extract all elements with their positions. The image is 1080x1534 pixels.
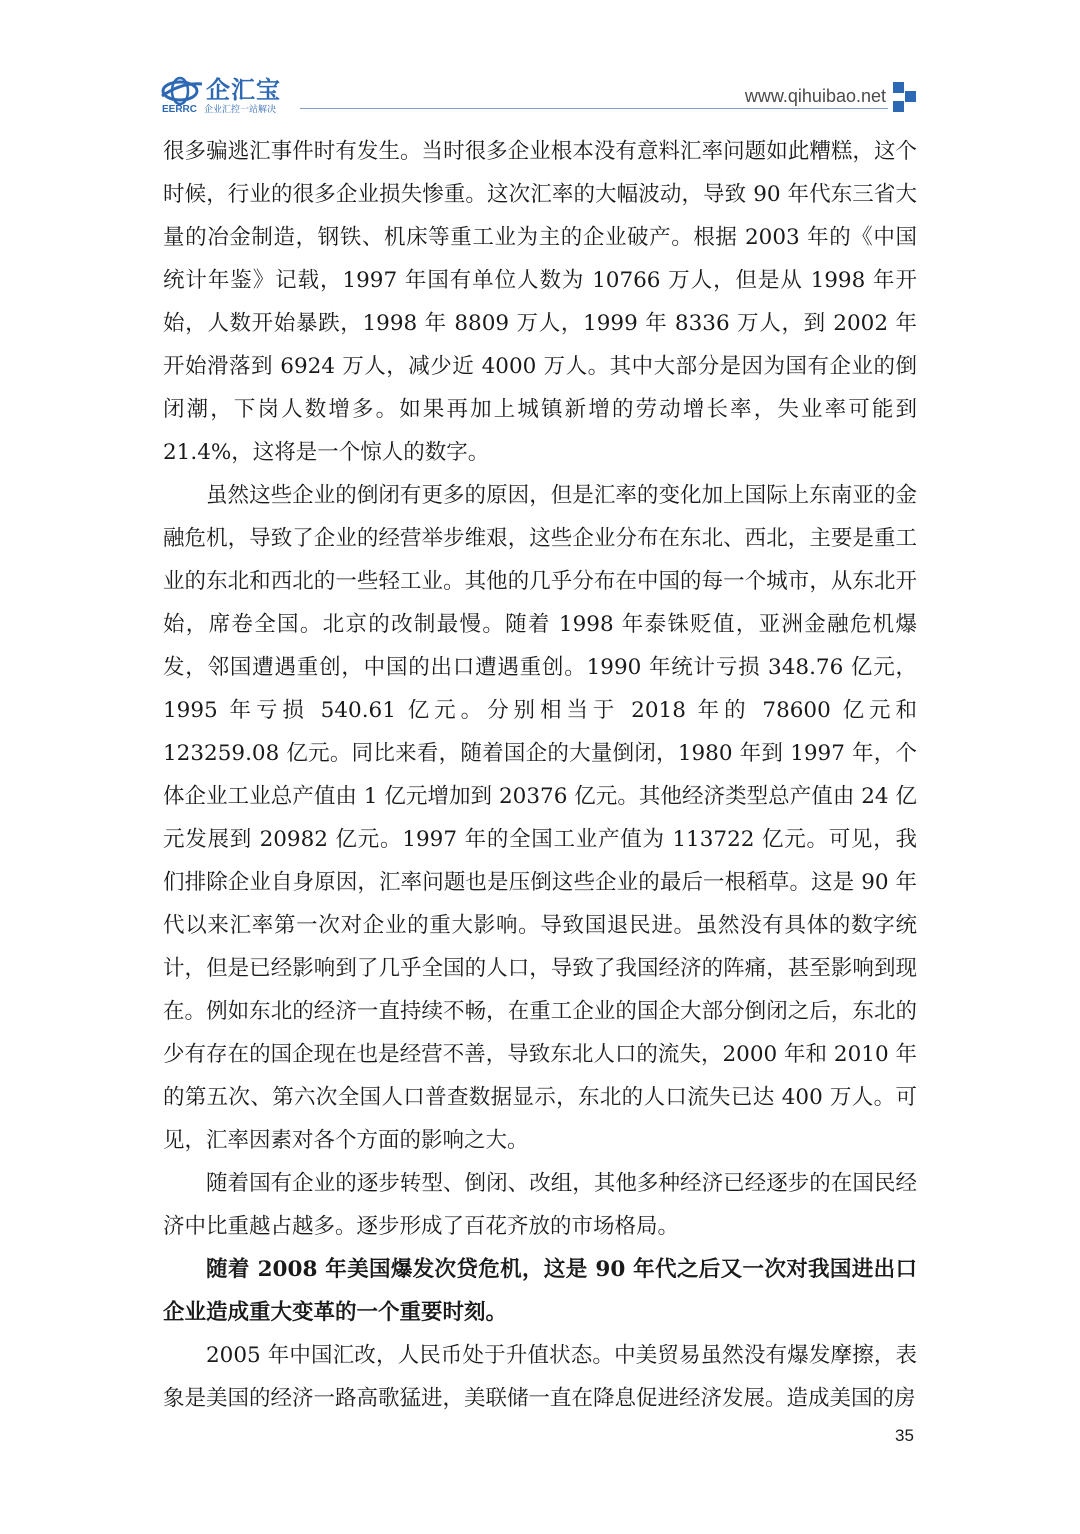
- square-blocks-icon: [893, 82, 917, 112]
- logo-name: 企汇宝: [206, 76, 281, 104]
- header-divider: [300, 108, 888, 109]
- site-url: www.qihuibao.net: [744, 86, 886, 106]
- globe-logo-icon: [160, 76, 204, 106]
- document-body: [163, 130, 917, 1420]
- page-number: 35: [895, 1426, 914, 1445]
- bold-paragraph: 随着 2008 年美国爆发次贷危机，这是 90 年代之后又一次对我国进出口企业造成重大变革的一个重要时刻。: [163, 1257, 917, 1325]
- paragraph: 2005 年中国汇改，人民币处于升值状态。中美贸易虽然没有爆发摩擦，表象是美国的经济一路高歌猛进，美联储一直在降息促进经济发展。造成美国的房: [163, 1343, 917, 1411]
- logo-abbreviation: EERRC: [162, 104, 198, 115]
- paragraph: 很多骗逃汇事件时有发生。当时很多企业根本没有意料汇率问题如此糟糕，这个时候，行业的很多企业损失惨重。这次汇率的大幅波动，导致 90 年代东三省大量的冶金制造，钢铁、机床等重工业为主的企业破产。根据 2003 年的《中国统计年鉴》记载，1997 年国有单位人数为 10766 万人，但是从 1998 年开始，人数开始暴跌，1998 年 8809 万人，1999 年 8336 万人，到 2002 年开始滑落到 6924 万人，减少近 4000 万人。其中大部分是因为国有企业的倒闭潮，下岗人数增多。如果再加上城镇新增的劳动增长率，失业率可能到 21.4%，这将是一个惊人的数字。: [163, 139, 917, 465]
- paragraph: 虽然这些企业的倒闭有更多的原因，但是汇率的变化加上国际上东南亚的金融危机，导致了企业的经营举步维艰，这些企业分布在东北、西北，主要是重工业的东北和西北的一些轻工业。其他的几乎分布在中国的每一个城市，从东北开始，席卷全国。北京的改制最慢。随着 1998 年泰铢贬值，亚洲金融危机爆发，邻国遭遇重创，中国的出口遭遇重创。1990 年统计亏损 348.76 亿元，1995 年亏损 540.61 亿元。分别相当于 2018 年的 78600 亿元和 123259.08 亿元。同比来看，随着国企的大量倒闭，1980 年到 1997 年，个体企业工业总产值由 1 亿元增加到 20376 亿元。其他经济类型总产值由 24 亿元发展到 20982 亿元。1997 年的全国工业产值为 113722 亿元。可见，我们排除企业自身原因，汇率问题也是压倒这些企业的最后一根稻草。这是 90 年代以来汇率第一次对企业的重大影响。导致国退民进。虽然没有具体的数字统计，但是已经影响到了几乎全国的人口，导致了我国经济的阵痛，甚至影响到现在。例如东北的经济一直持续不畅，在重工企业的国企大部分倒闭之后，东北的少有存在的国企现在也是经营不善，导致东北人口的流失，2000 年和 2010 年的第五次、第六次全国人口普查数据显示，东北的人口流失已达 400 万人。可见，汇率因素对各个方面的影响之大。: [163, 483, 917, 1153]
- paragraph: 随着国有企业的逐步转型、倒闭、改组，其他多种经济已经逐步的在国民经济中比重越占越多。逐步形成了百花齐放的市场格局。: [163, 1171, 917, 1239]
- company-logo: [160, 76, 290, 116]
- page-header: [0, 0, 1080, 120]
- logo-slogan: 企业汇控一站解决: [204, 105, 277, 115]
